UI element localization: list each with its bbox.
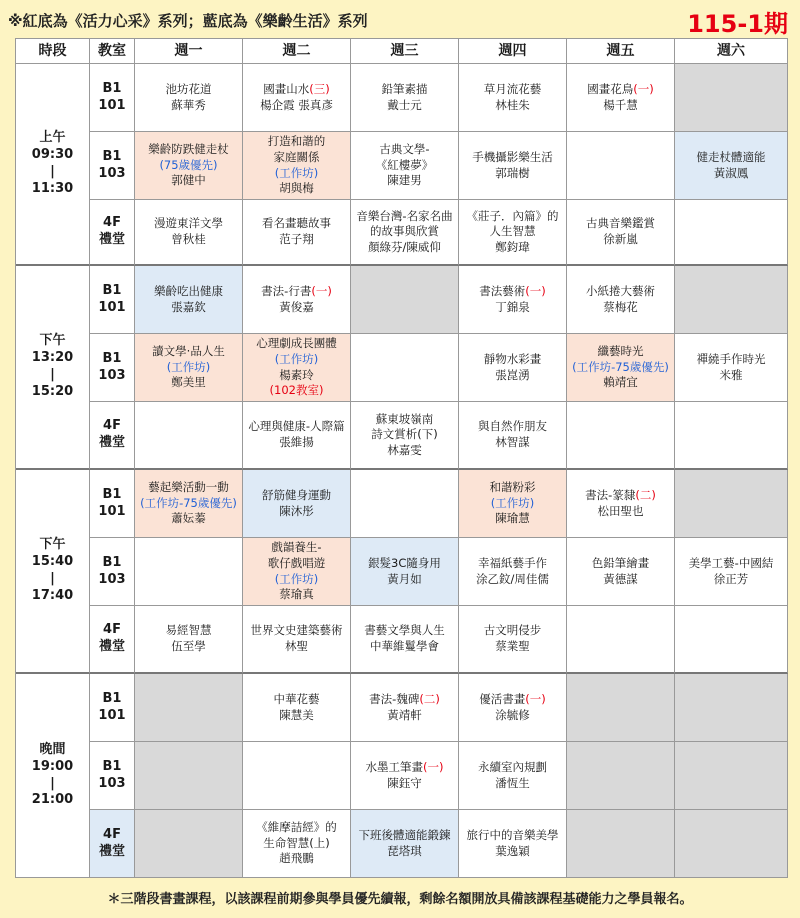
course-level: (二) [635, 487, 656, 502]
course-line: 《莊子．內篇》的 [466, 208, 559, 223]
column-header-day: 週五 [567, 38, 675, 64]
course-line: 書藝文學與人生 [364, 623, 445, 638]
time-slot-line: 17:40 [31, 587, 74, 603]
course-cell[interactable] [243, 64, 351, 132]
course-line: 蘇華秀 [171, 97, 206, 112]
course-cell[interactable] [459, 402, 567, 470]
course-line: 美學工藝-中國結 [688, 555, 774, 570]
course-line: 書法藝術(一) [479, 283, 546, 298]
course-line: 郭健中 [171, 173, 206, 188]
course-cell[interactable] [459, 538, 567, 606]
course-line: 楊素玲 [279, 367, 314, 382]
course-line: 手機攝影樂生活 [472, 149, 553, 164]
course-line: 靜物水彩畫 [483, 351, 542, 366]
empty-cell [567, 742, 675, 810]
empty-cell [675, 470, 788, 538]
course-line: 陳建男 [387, 173, 422, 188]
room-label [90, 470, 135, 538]
course-line: 讀文學‧品人生 [152, 344, 225, 359]
room-line: B1 [102, 554, 122, 570]
course-line: (102教室) [269, 383, 324, 398]
column-header-slot: 時段 [16, 38, 90, 64]
room-label [90, 200, 135, 266]
empty-cell [675, 64, 788, 132]
course-line: 銀髮3C隨身用 [368, 555, 441, 570]
course-cell[interactable] [567, 266, 675, 334]
course-line: 禪繞手作時光 [696, 351, 766, 366]
course-line: 與自然作朋友 [478, 419, 547, 434]
room-line: 101 [98, 97, 126, 113]
time-slot-line: 晚間 [39, 741, 66, 757]
course-line: 張嘉欽 [171, 299, 206, 314]
course-line: (75歲優先) [159, 157, 218, 172]
course-cell[interactable] [459, 334, 567, 402]
course-cell[interactable] [459, 64, 567, 132]
course-line: 蘇東坡嶺南 [375, 411, 434, 426]
course-line: 國畫山水(三) [263, 81, 330, 96]
course-line: (工作坊-75歲優先) [572, 359, 669, 374]
course-level: (一) [311, 283, 332, 298]
room-line: B1 [102, 758, 122, 774]
course-cell[interactable] [243, 810, 351, 878]
course-line: 范子翔 [279, 232, 314, 246]
course-cell[interactable] [675, 132, 788, 200]
empty-cell [243, 742, 351, 810]
course-line: 黃淑鳳 [713, 165, 749, 180]
course-cell[interactable] [243, 538, 351, 606]
room-line: 4F [103, 215, 121, 231]
room-label [90, 810, 135, 878]
course-line: 水墨工筆畫(一) [365, 759, 444, 774]
course-line: 音樂台灣-名家名曲 [356, 208, 453, 223]
course-line: 舒筋健身運動 [262, 487, 331, 502]
time-slot-line: | [50, 571, 55, 586]
course-line: 林桂朱 [495, 97, 530, 112]
course-line: 漫遊東洋文學 [154, 216, 223, 231]
course-cell[interactable] [351, 742, 459, 810]
course-line: 胡與梅 [279, 181, 314, 196]
time-slot-line: 09:30 [31, 147, 74, 163]
course-cell[interactable] [459, 810, 567, 878]
course-cell[interactable] [243, 606, 351, 674]
course-level: (一) [525, 691, 546, 706]
course-cell[interactable] [135, 470, 243, 538]
time-slot-line: 下午 [39, 537, 66, 553]
course-line: 和諧粉彩 [489, 480, 536, 495]
room-line: B1 [102, 486, 122, 502]
course-line: 中華花藝 [273, 691, 320, 706]
schedule-table [15, 38, 787, 878]
course-line: (工作坊) [490, 495, 535, 510]
empty-cell [675, 402, 788, 470]
empty-cell [135, 538, 243, 606]
empty-cell [675, 742, 788, 810]
course-line: 伍至學 [171, 639, 206, 653]
course-line: 優活書畫(一) [479, 691, 546, 706]
course-line: 健走杖體適能 [696, 149, 766, 164]
course-line: 涂乙鈫/周佳儒 [476, 571, 549, 586]
time-slot-label [16, 470, 90, 674]
room-line: B1 [102, 350, 122, 366]
course-line: 下班後體適能鍛鍊 [358, 827, 451, 842]
course-line: (工作坊) [274, 351, 319, 366]
course-line: 生命智慧(上) [263, 835, 330, 850]
course-line: 林智謀 [495, 435, 530, 449]
empty-cell [135, 674, 243, 742]
course-line: 蕭妘蓁 [171, 511, 206, 526]
course-line: 的故事與欣賞 [370, 224, 439, 239]
course-line: 纖藝時光 [597, 344, 644, 359]
course-line: 鄭鈞瑋 [495, 239, 530, 254]
course-cell[interactable] [459, 742, 567, 810]
course-level: (一) [633, 81, 654, 96]
room-line: 101 [98, 503, 126, 519]
course-cell[interactable] [243, 470, 351, 538]
time-slot-label [16, 64, 90, 266]
course-cell[interactable] [675, 538, 788, 606]
course-line: 草月流花藝 [483, 81, 542, 96]
course-line: 心理劇成長團體 [256, 336, 337, 351]
empty-cell [567, 606, 675, 674]
course-line: (工作坊) [274, 571, 319, 586]
time-slot-line: 15:40 [31, 554, 74, 570]
room-label [90, 742, 135, 810]
course-line: 藝起樂活動一動 [148, 480, 229, 495]
course-cell[interactable] [675, 334, 788, 402]
room-line: 101 [98, 299, 126, 315]
course-cell[interactable] [135, 606, 243, 674]
course-line: 黃德謀 [603, 571, 638, 586]
course-line: 徐正芳 [713, 571, 749, 586]
course-line: 鄭美里 [171, 375, 206, 390]
room-label [90, 334, 135, 402]
time-slot-line: 13:20 [31, 350, 74, 366]
course-line: 看名畫聽故事 [262, 216, 331, 231]
course-line: 陳鈺守 [387, 775, 422, 790]
course-line: (工作坊) [274, 165, 319, 180]
course-line: 林嘉雯 [387, 442, 422, 457]
empty-cell [675, 200, 788, 266]
course-line: 心理與健康-人際篇 [248, 419, 345, 434]
course-line: 《紅樓夢》 [375, 157, 434, 172]
course-line: 小紙捲大藝術 [586, 283, 655, 298]
course-line: 米雅 [719, 367, 743, 382]
course-cell[interactable] [459, 266, 567, 334]
course-cell[interactable] [567, 334, 675, 402]
footer-note: ＊三階段書畫課程，以該課程前期參與學員優先續報，剩餘名額開放具備該課程基礎能力之學員報名。 [107, 892, 693, 907]
time-slot-line: 15:20 [31, 383, 74, 399]
course-line: 書法-行書(一) [261, 283, 332, 298]
course-line: 徐新嵐 [603, 232, 638, 246]
course-cell[interactable] [243, 334, 351, 402]
course-cell[interactable] [567, 538, 675, 606]
column-header-room: 教室 [90, 38, 135, 64]
course-line: 戲韻養生- [271, 540, 322, 555]
empty-cell [351, 334, 459, 402]
course-level: (一) [525, 283, 546, 298]
room-line: 禮堂 [98, 639, 125, 654]
room-label [90, 606, 135, 674]
course-cell[interactable] [567, 470, 675, 538]
course-line: 顏綠芬/陳威仰 [368, 239, 441, 254]
course-line: 幸福紙藝手作 [478, 555, 547, 570]
room-label [90, 674, 135, 742]
course-line: 世界文史建築藝術 [250, 623, 343, 638]
course-line: (工作坊-75歲優先) [140, 495, 237, 510]
course-line: 蔡梅花 [603, 299, 638, 314]
course-cell[interactable] [567, 200, 675, 266]
empty-cell [567, 674, 675, 742]
course-line: 家庭關係 [273, 149, 320, 164]
course-cell[interactable] [351, 674, 459, 742]
room-line: 禮堂 [98, 843, 125, 859]
course-line: 色鉛筆繪畫 [591, 555, 650, 570]
empty-cell [567, 402, 675, 470]
course-line: 人生智慧 [489, 224, 536, 239]
room-label [90, 132, 135, 200]
empty-cell [135, 810, 243, 878]
course-line: 書法-篆隸(二) [585, 487, 656, 502]
time-slot-label [16, 266, 90, 470]
course-line: 楊企霞 張真彥 [260, 97, 333, 112]
course-cell[interactable] [567, 64, 675, 132]
empty-cell [675, 674, 788, 742]
course-line: 潘恆生 [495, 775, 530, 790]
course-line: 黃靖軒 [387, 707, 422, 722]
course-line: 古文明侵步 [483, 623, 542, 638]
room-label [90, 266, 135, 334]
legend-note: ※紅底為《活力心采》系列；藍底為《樂齡生活》系列 [8, 12, 368, 30]
course-cell[interactable] [243, 402, 351, 470]
course-line: 中華維鬘學會 [370, 639, 439, 653]
room-label [90, 402, 135, 470]
course-line: 戴士元 [387, 97, 422, 112]
course-line: 丁錦泉 [495, 299, 530, 314]
room-line: B1 [102, 282, 122, 298]
time-slot-line: 下午 [39, 333, 66, 349]
time-slot-line: 19:00 [31, 758, 74, 774]
course-line: 林聖 [285, 639, 308, 653]
course-line: 歌仔戲唱遊 [267, 555, 326, 570]
course-line: 陳慧美 [279, 707, 314, 722]
course-line: 蔡業聖 [495, 639, 530, 653]
course-cell[interactable] [135, 266, 243, 334]
course-cell[interactable] [135, 200, 243, 266]
course-cell[interactable] [351, 606, 459, 674]
course-cell[interactable] [135, 132, 243, 200]
course-line: 張崑湧 [495, 367, 530, 382]
empty-cell [675, 606, 788, 674]
course-line: 楊千慧 [603, 97, 638, 112]
course-level: (二) [419, 691, 440, 706]
course-line: 樂齡吃出健康 [154, 283, 223, 298]
course-level: (三) [309, 81, 330, 96]
course-line: 書法-魏碑(二) [369, 691, 440, 706]
empty-cell [135, 402, 243, 470]
course-line: 曾秋桂 [171, 232, 206, 246]
course-line: 國畫花鳥(一) [587, 81, 654, 96]
room-line: 禮堂 [98, 435, 125, 450]
course-line: 詩文賞析(下) [371, 427, 438, 442]
course-cell[interactable] [351, 402, 459, 470]
course-line: 古典音樂鑑賞 [586, 216, 655, 231]
course-cell[interactable] [243, 200, 351, 266]
room-line: B1 [102, 80, 122, 96]
room-line: 4F [103, 622, 121, 638]
empty-cell [351, 266, 459, 334]
room-label [90, 64, 135, 132]
room-line: 4F [103, 826, 121, 842]
course-line: 陳沐彤 [279, 503, 314, 518]
term-label: 115-1期 [687, 10, 788, 38]
course-line: 張維揚 [279, 435, 314, 449]
course-line: 琵塔琪 [387, 843, 422, 858]
column-header-day: 週六 [675, 38, 788, 64]
empty-cell [351, 470, 459, 538]
time-slot-label [16, 674, 90, 878]
course-line: 賴靖宜 [603, 375, 638, 390]
course-line: 涂毓修 [495, 707, 530, 722]
empty-cell [135, 742, 243, 810]
course-cell[interactable] [135, 64, 243, 132]
course-line: 《維摩詰經》的 [256, 820, 337, 835]
empty-cell [675, 810, 788, 878]
course-line: 蔡瑜真 [279, 587, 314, 602]
room-line: 103 [98, 775, 126, 791]
course-cell[interactable] [351, 200, 459, 266]
course-line: 易經智慧 [165, 623, 212, 638]
course-cell[interactable] [243, 266, 351, 334]
course-cell[interactable] [459, 200, 567, 266]
time-slot-line: | [50, 164, 55, 179]
course-cell[interactable] [351, 538, 459, 606]
course-cell[interactable] [351, 132, 459, 200]
column-header-day: 週三 [351, 38, 459, 64]
time-slot-line: 11:30 [31, 180, 74, 196]
course-line: 古典文學- [379, 142, 430, 157]
course-line: 永續室內規劃 [478, 759, 547, 774]
course-cell[interactable] [135, 334, 243, 402]
course-line: 趙飛鵬 [279, 851, 314, 866]
course-line: 旅行中的音樂美學 [466, 827, 559, 842]
course-cell[interactable] [351, 810, 459, 878]
course-line: 黃俊嘉 [279, 299, 314, 314]
course-cell[interactable] [351, 64, 459, 132]
course-line: 松田聖也 [597, 503, 644, 518]
empty-cell [675, 266, 788, 334]
course-line: 打造和諧的 [267, 134, 326, 149]
time-slot-line: | [50, 775, 55, 791]
course-cell[interactable] [243, 674, 351, 742]
course-cell[interactable] [459, 606, 567, 674]
column-header-day: 週二 [243, 38, 351, 64]
time-slot-line: | [50, 367, 55, 382]
column-header-day: 週四 [459, 38, 567, 64]
room-line: 4F [103, 418, 121, 434]
course-cell[interactable] [243, 132, 351, 200]
course-level: (一) [423, 759, 444, 774]
room-line: 101 [98, 707, 126, 723]
room-line: B1 [102, 690, 122, 706]
room-line: 103 [98, 367, 126, 383]
course-line: 池坊花道 [165, 81, 212, 96]
course-line: 樂齡防跌健走杖 [148, 142, 229, 157]
course-cell[interactable] [459, 674, 567, 742]
time-slot-line: 上午 [39, 130, 66, 146]
room-line: 103 [98, 571, 126, 587]
course-line: 陳瑜慧 [495, 511, 530, 526]
course-line: 黃月如 [387, 571, 422, 586]
column-header-day: 週一 [135, 38, 243, 64]
page-header [0, 0, 800, 40]
course-line: (工作坊) [166, 359, 211, 374]
room-line: 103 [98, 165, 126, 181]
course-line: 郭瑞樹 [495, 165, 530, 180]
empty-cell [567, 810, 675, 878]
empty-cell [567, 132, 675, 200]
room-line: B1 [102, 148, 122, 164]
course-line: 鉛筆素描 [381, 81, 428, 96]
room-line: 禮堂 [98, 232, 125, 247]
course-cell[interactable] [459, 132, 567, 200]
time-slot-line: 21:00 [31, 792, 74, 808]
course-cell[interactable] [459, 470, 567, 538]
room-label [90, 538, 135, 606]
course-line: 葉逸穎 [495, 843, 530, 858]
